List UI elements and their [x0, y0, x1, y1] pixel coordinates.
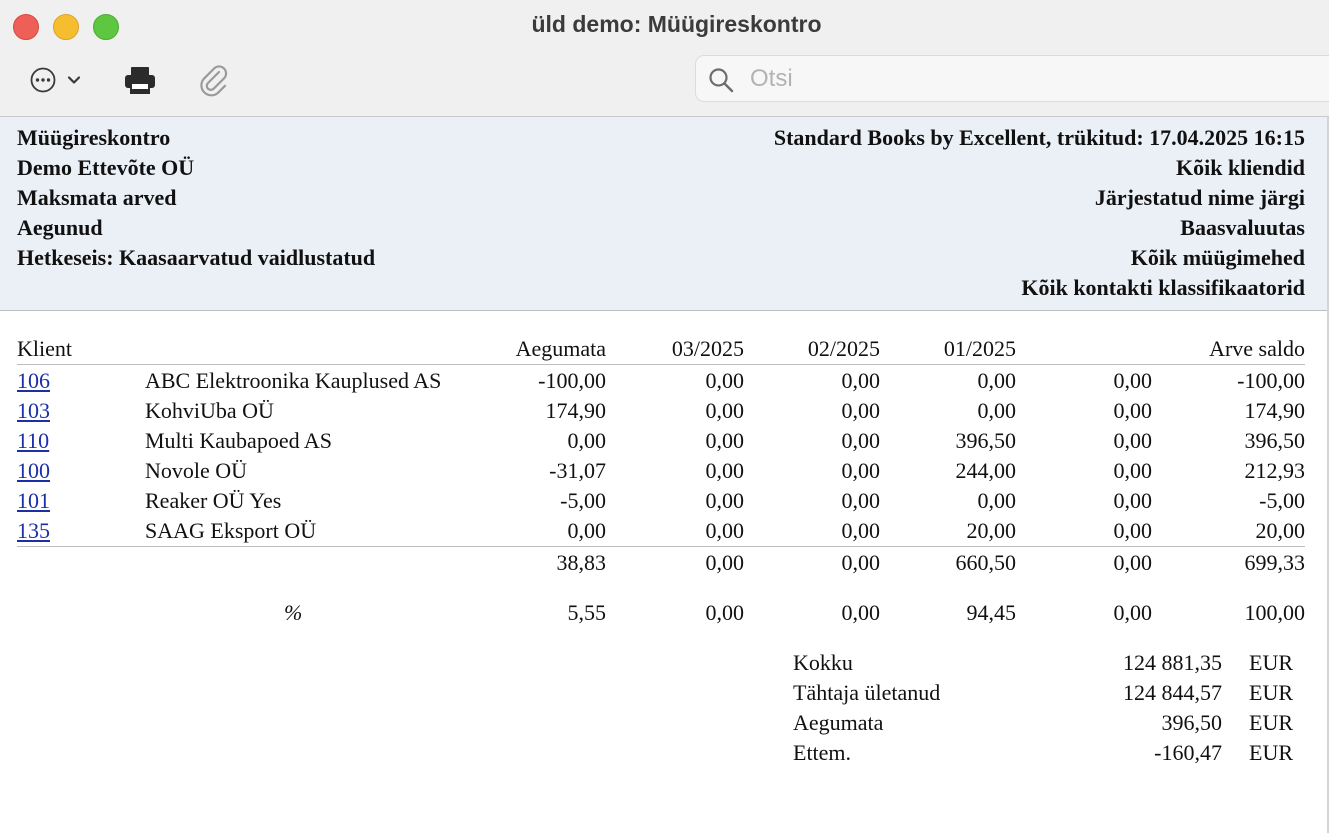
more-actions-button[interactable] — [24, 64, 88, 96]
print-button[interactable] — [122, 64, 158, 96]
summary-label: Kokku — [793, 650, 853, 675]
client-code-link[interactable]: 106 — [17, 368, 50, 393]
search-field[interactable] — [695, 55, 1329, 102]
paperclip-icon — [199, 63, 229, 97]
search-placeholder: Otsi — [750, 65, 793, 92]
total-feb-2025: 0,00 — [841, 550, 880, 575]
client-code-link[interactable]: 103 — [17, 398, 50, 423]
percent-not-due: 5,55 — [567, 600, 606, 625]
total-jan-2025: 660,50 — [955, 550, 1016, 575]
summary-value: 396,50 — [1161, 710, 1222, 735]
totals-divider — [17, 546, 1305, 547]
col-header-balance: Arve saldo — [1209, 336, 1305, 361]
jan-2025-value: 0,00 — [977, 488, 1016, 513]
feb-2025-value: 0,00 — [841, 518, 880, 543]
percent-jan-2025: 94,45 — [966, 600, 1016, 625]
older-value: 0,00 — [1113, 458, 1152, 483]
balance-value: 212,93 — [1244, 458, 1305, 483]
window-title: üld demo: Müügireskontro — [531, 11, 822, 37]
balance-value: -100,00 — [1237, 368, 1305, 393]
balance-value: -5,00 — [1259, 488, 1305, 513]
client-code-link[interactable]: 110 — [17, 428, 50, 453]
not-due-value: 174,90 — [545, 398, 606, 423]
client-name: Multi Kaubapoed AS — [145, 428, 332, 453]
mar-2025-value: 0,00 — [705, 518, 744, 543]
mar-2025-value: 0,00 — [705, 458, 744, 483]
older-value: 0,00 — [1113, 368, 1152, 393]
balance-value: 174,90 — [1244, 398, 1305, 423]
older-value: 0,00 — [1113, 428, 1152, 453]
not-due-value: -31,07 — [549, 458, 606, 483]
feb-2025-value: 0,00 — [841, 398, 880, 423]
percent-mar-2025: 0,00 — [705, 600, 744, 625]
company-name: Demo Ettevõte OÜ — [17, 155, 195, 180]
jan-2025-value: 0,00 — [977, 398, 1016, 423]
mar-2025-value: 0,00 — [705, 488, 744, 513]
feb-2025-value: 0,00 — [841, 458, 880, 483]
report-title: Müügireskontro — [17, 125, 171, 150]
summary-currency: EUR — [1249, 740, 1293, 765]
not-due-value: 0,00 — [567, 428, 606, 453]
older-value: 0,00 — [1113, 398, 1152, 423]
summary-label: Tähtaja ületanud — [793, 680, 941, 705]
summary-currency: EUR — [1249, 710, 1293, 735]
summary-label: Aegumata — [793, 710, 884, 735]
total-older: 0,00 — [1113, 550, 1152, 575]
mar-2025-value: 0,00 — [705, 428, 744, 453]
col-header-not-due: Aegumata — [515, 336, 606, 361]
title-bar — [0, 0, 1329, 117]
feb-2025-value: 0,00 — [841, 488, 880, 513]
client-name: KohviUba OÜ — [145, 398, 274, 423]
summary-label: Ettem. — [793, 740, 852, 765]
report-header — [0, 117, 1329, 311]
mar-2025-value: 0,00 — [705, 368, 744, 393]
client-code-link[interactable]: 135 — [17, 518, 50, 543]
total-balance: 699,33 — [1244, 550, 1305, 575]
summary-value: -160,47 — [1154, 740, 1222, 765]
client-code-link[interactable]: 101 — [17, 488, 50, 513]
jan-2025-value: 396,50 — [955, 428, 1016, 453]
header-divider — [17, 364, 1305, 365]
total-not-due: 38,83 — [556, 550, 606, 575]
mar-2025-value: 0,00 — [705, 398, 744, 423]
not-due-value: 0,00 — [567, 518, 606, 543]
client-code-link[interactable]: 100 — [17, 458, 50, 483]
client-name: SAAG Eksport OÜ — [145, 518, 317, 543]
client-name: ABC Elektroonika Kauplused AS — [145, 368, 442, 393]
feb-2025-value: 0,00 — [841, 368, 880, 393]
not-due-value: -100,00 — [538, 368, 606, 393]
total-mar-2025: 0,00 — [705, 550, 744, 575]
summary-value: 124 844,57 — [1123, 680, 1222, 705]
currency-mode: Baasvaluutas — [1180, 215, 1305, 240]
older-value: 0,00 — [1113, 488, 1152, 513]
filter-salesmen: Kõik müügimehed — [1130, 245, 1305, 270]
print-icon — [123, 65, 157, 95]
older-value: 0,00 — [1113, 518, 1152, 543]
summary-value: 124 881,35 — [1123, 650, 1222, 675]
jan-2025-value: 20,00 — [966, 518, 1016, 543]
client-name: Reaker OÜ Yes — [145, 488, 282, 513]
jan-2025-value: 244,00 — [955, 458, 1016, 483]
print-info: Standard Books by Excellent, trükitud: 17.04.2025 16:15 — [773, 125, 1305, 150]
balance-value: 396,50 — [1244, 428, 1305, 453]
col-header-02-2025: 02/2025 — [807, 336, 880, 361]
feb-2025-value: 0,00 — [841, 428, 880, 453]
summary-currency: EUR — [1249, 650, 1293, 675]
percent-balance: 100,00 — [1244, 600, 1305, 625]
col-header-01-2025: 01/2025 — [943, 336, 1016, 361]
attach-button[interactable] — [196, 62, 232, 98]
filter-overdue: Aegunud — [17, 215, 103, 240]
filter-customers: Kõik kliendid — [1175, 155, 1305, 180]
search-icon — [708, 67, 734, 93]
filter-status: Hetkeseis: Kaasaarvatud vaidlustatud — [17, 245, 376, 270]
percent-older: 0,00 — [1113, 600, 1152, 625]
balance-value: 20,00 — [1255, 518, 1305, 543]
percent-label: % — [284, 600, 303, 625]
chevron-down-icon — [65, 71, 83, 89]
col-header-client: Klient — [17, 336, 72, 361]
jan-2025-value: 0,00 — [977, 368, 1016, 393]
col-header-03-2025: 03/2025 — [671, 336, 744, 361]
not-due-value: -5,00 — [560, 488, 606, 513]
more-icon — [29, 66, 57, 94]
client-name: Novole OÜ — [145, 458, 248, 483]
sort-order: Järjestatud nime järgi — [1094, 185, 1305, 210]
percent-feb-2025: 0,00 — [841, 600, 880, 625]
summary-currency: EUR — [1249, 680, 1293, 705]
filter-classifications: Kõik kontakti klassifikaatorid — [1021, 275, 1305, 300]
filter-invoices: Maksmata arved — [17, 185, 177, 210]
